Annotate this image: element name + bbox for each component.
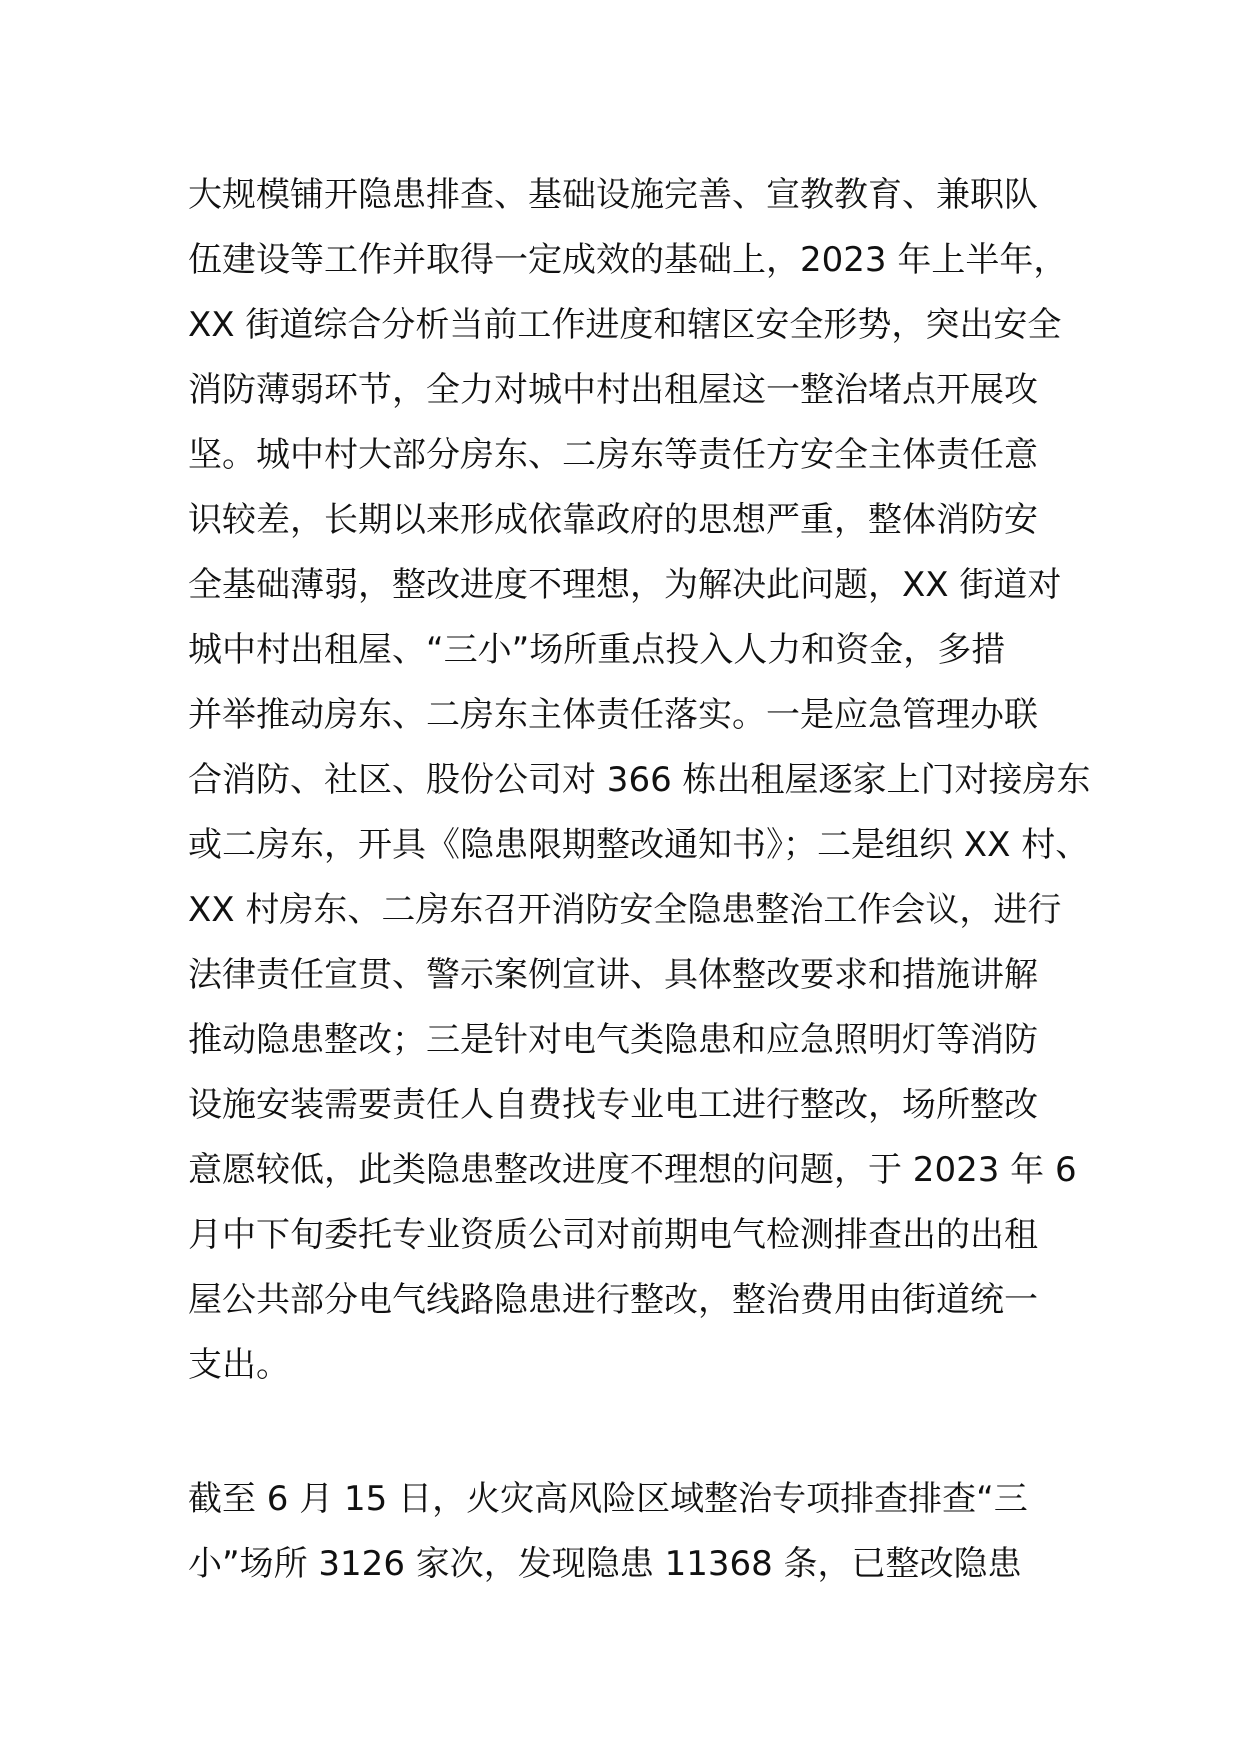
paragraph-line: 坚。城中村大部分房东、二房东等责任方安全主体责任意 [188,435,1038,475]
paragraph-line: 合消防、社区、股份公司对 366 栋出租屋逐家上门对接房东 [188,760,1091,800]
paragraph-line: 月中下旬委托专业资质公司对前期电气检测排查出的出租 [188,1215,1038,1255]
paragraph-line: 支出。 [188,1345,290,1385]
body-paragraph-2 [188,1467,1068,1597]
paragraph-line: 推动隐患整改；三是针对电气类隐患和应急照明灯等消防 [188,1020,1038,1060]
body-paragraph-1 [188,163,1091,1398]
paragraph-line: 识较差，长期以来形成依靠政府的思想严重，整体消防安 [188,500,1038,540]
paragraph-line: 伍建设等工作并取得一定成效的基础上，2023 年上半年， [188,240,1068,280]
paragraph-line: 并举推动房东、二房东主体责任落实。一是应急管理办联 [188,695,1038,735]
paragraph-line: XX 村房东、二房东召开消防安全隐患整治工作会议，进行 [188,890,1062,930]
paragraph-line: 全基础薄弱，整改进度不理想，为解决此问题，XX 街道对 [188,565,1062,605]
paragraph-line: 意愿较低，此类隐患整改进度不理想的问题，于 2023 年 6 [188,1150,1077,1190]
paragraph-line: 城中村出租屋、“三小”场所重点投入人力和资金，多措 [188,630,1006,670]
paragraph-line: 大规模铺开隐患排查、基础设施完善、宣教教育、兼职队 [188,175,1038,215]
paragraph-line: XX 街道综合分析当前工作进度和辖区安全形势，突出安全 [188,305,1062,345]
paragraph-line: 截至 6 月 15 日，火灾高风险区域整治专项排查排查“三 [188,1479,1028,1519]
paragraph-line: 或二房东，开具《隐患限期整改通知书》；二是组织 XX 村、 [188,825,1090,865]
paragraph-line: 屋公共部分电气线路隐患进行整改，整治费用由街道统一 [188,1280,1038,1320]
paragraph-line: 法律责任宣贯、警示案例宣讲、具体整改要求和措施讲解 [188,955,1038,995]
paragraph-line: 消防薄弱环节，全力对城中村出租屋这一整治堵点开展攻 [188,370,1038,410]
paragraph-line: 设施安装需要责任人自费找专业电工进行整改，场所整改 [188,1085,1038,1125]
paragraph-line: 小”场所 3126 家次，发现隐患 11368 条，已整改隐患 [188,1544,1022,1584]
